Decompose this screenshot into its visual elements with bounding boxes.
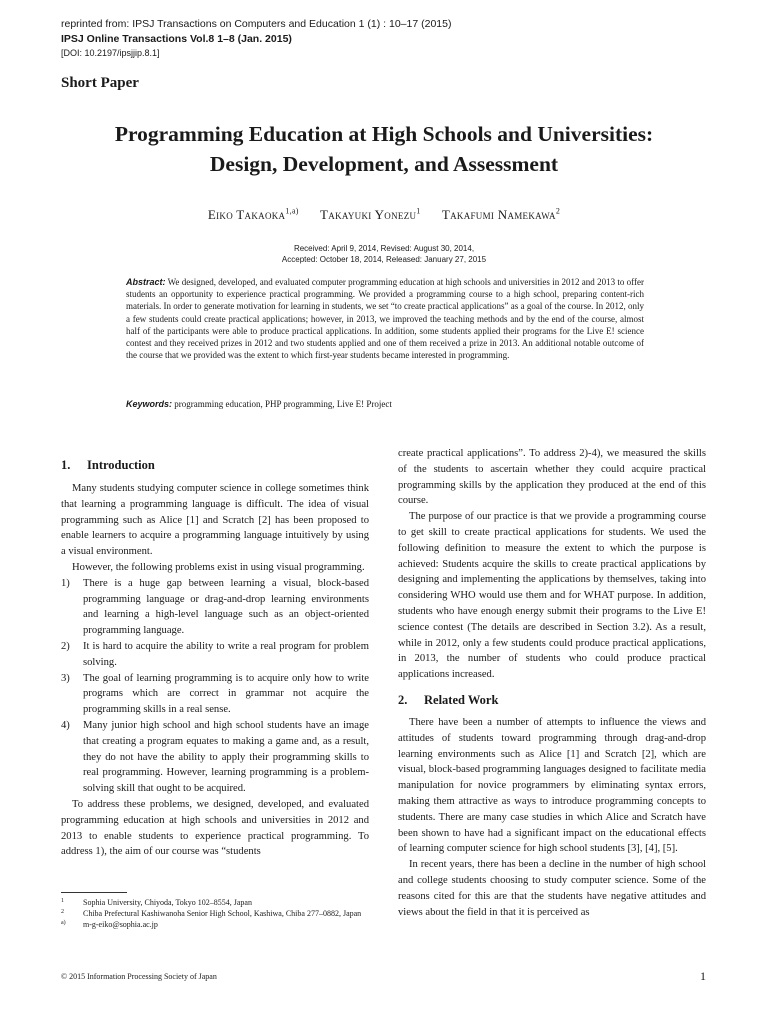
abstract-text: We designed, developed, and evaluated computer programming education at high schools and universities in 2012 and 2013 to offer students an opportunity to experience practical programming. We provided a programming course to a high school, preparing content-rich materials. In order to generate motivation for learning in students, we set “to create practical applications” as a goal of the course. In 2012, only a few students could create practical applications; however, in 2013, we improved the teaching methods and by the end of the course, almost half of the participants were able to produce practical applications. In addition, some students applied their programs for the Live E! science contest and they received prizes in 2012 and two students applied and one of them received a prize in 2013. An additional notable outcome of the course that we provided was the extent to which first-year students became interested in programming. <box>126 277 644 361</box>
abstract-label: Abstract: <box>126 277 166 287</box>
paragraph: In recent years, there has been a decline in the number of high school and college students choosing to study computer science. Some of the reasons cited for this are that the students have negative attitudes and views about the field in that it is perceived as <box>398 859 706 918</box>
doi-line: [DOI: 10.2197/ipsjjip.8.1] <box>61 48 160 58</box>
dates-line-2: Accepted: October 18, 2014, Released: January 27, 2015 <box>281 255 487 264</box>
dates-line-1: Received: April 9, 2014, Revised: August 30, 2014, <box>293 244 475 253</box>
running-header <box>61 17 711 59</box>
paragraph: However, the following problems exist in using visual programming. <box>72 561 365 573</box>
paragraph: The purpose of our practice is that we provide a programming course to get skill to create practical applications for students. We used the following definition to measure the extent to which the purpose is achieved: Students acquire the skills to create practical applications by designing and implementing the applications by themselves, taking into considering WHO would use them and for WHAT purpose. In addition, students who have enough energy submit their programs to the Live E! science contest (The details are described in Section 3.2). As a result, while in 2012, only a few students could produce practical applications, in 2013, the number of students who could produce practical applications increased. <box>398 511 706 681</box>
copyright: © 2015 Information Processing Society of Japan <box>61 972 217 981</box>
problem-list <box>61 576 369 797</box>
paragraph: To address these problems, we designed, developed, and evaluated programming education at high schools and universities in 2012 and 2013 to enable students to experience practical programming. To address 1), the aim of our course was “students <box>61 798 369 858</box>
reprint-line: reprinted from: IPSJ Transactions on Computers and Education 1 (1) : 10–17 (2015) <box>61 18 452 30</box>
author: Takafumi Namekawa$^2$ <box>441 207 561 223</box>
list-item: 3) The goal of learning programming is to acquire only how to write programs which are correct in grammar not acquire the programming skills in a real sense. <box>61 672 369 716</box>
paragraph: There have been a number of attempts to influence the views and attitudes of students toward programming through drag-and-drop learning environments such as Alice [1] and Scratch [2], which are visual, block-based programming languages designed to facilitate media manipulation for novice programmers by eliminating syntax errors, making them attractive as ways to introduce programming concepts to students. There are many case studies in which Alice and Scratch have been shown to have had a significant impact on the educational effects of learning computer science for high school students [3], [4], [5]. <box>398 716 706 855</box>
dates <box>40 243 728 265</box>
left-column <box>61 456 369 860</box>
section-heading: 2. Related Work <box>398 692 499 707</box>
section-heading: 1. Introduction <box>61 458 155 472</box>
author: Eiko Takaoka$^{1,a)}$ <box>207 207 299 223</box>
footnote: 2 Chiba Prefectural Kashiwanoha Senior High School, Kashiwa, Chiba 277–0882, Japan <box>61 909 362 918</box>
paper-type: Short Paper <box>61 75 139 91</box>
keywords <box>126 398 644 410</box>
list-item: 4) Many junior high school and high school students have an image that creating a program equates to making a game and, as a result, they do not have the ability to apply their programming skills to real programming. However, learning programming is a problem-solving skill that ought to be acquired. <box>61 719 369 795</box>
keywords-text: programming education, PHP programming, Live E! Project <box>174 399 392 409</box>
journal-line: IPSJ Online Transactions Vol.8 1–8 (Jan. 2015) <box>61 33 292 45</box>
paragraph: Many students studying computer science in college sometimes think that learning a programming language is difficult. The idea of visual programming such as Alice [1] and Scratch [2] has been proposed to enable learners to acquire a programming language intuitively by using a visual environment. <box>61 483 369 558</box>
list-item: 1) There is a huge gap between learning a visual, block-based programming language or drag-and-drop learning environments and learning a high-level language such as an object-oriented programming language. <box>61 577 369 637</box>
keywords-label: Keywords: <box>126 399 173 409</box>
title-line-2: Design, Development, and Assessment <box>209 152 559 176</box>
footnote: a) m-g-eiko@sophia.ac.jp <box>61 920 158 929</box>
footnote: 1 Sophia University, Chiyoda, Tokyo 102–8554, Japan <box>61 898 252 907</box>
page-number: 1 <box>700 969 706 983</box>
paper-title <box>40 119 728 179</box>
right-column <box>398 446 706 920</box>
title-line-1: Programming Education at High Schools and Universities: <box>114 122 654 146</box>
paragraph: create practical applications”. To address 2)-4), we measured the skills of the students to ascertain whether they could acquire practical programming skills by the application they produced at the end of this course. <box>398 448 706 507</box>
abstract <box>126 276 644 361</box>
author-list <box>40 207 728 223</box>
footnote-rule <box>61 892 127 893</box>
list-item: 2) It is hard to acquire the ability to write a real program for problem solving. <box>61 640 369 668</box>
author: Takayuki Yonezu$^1$ <box>320 207 421 223</box>
footnotes <box>61 897 369 930</box>
